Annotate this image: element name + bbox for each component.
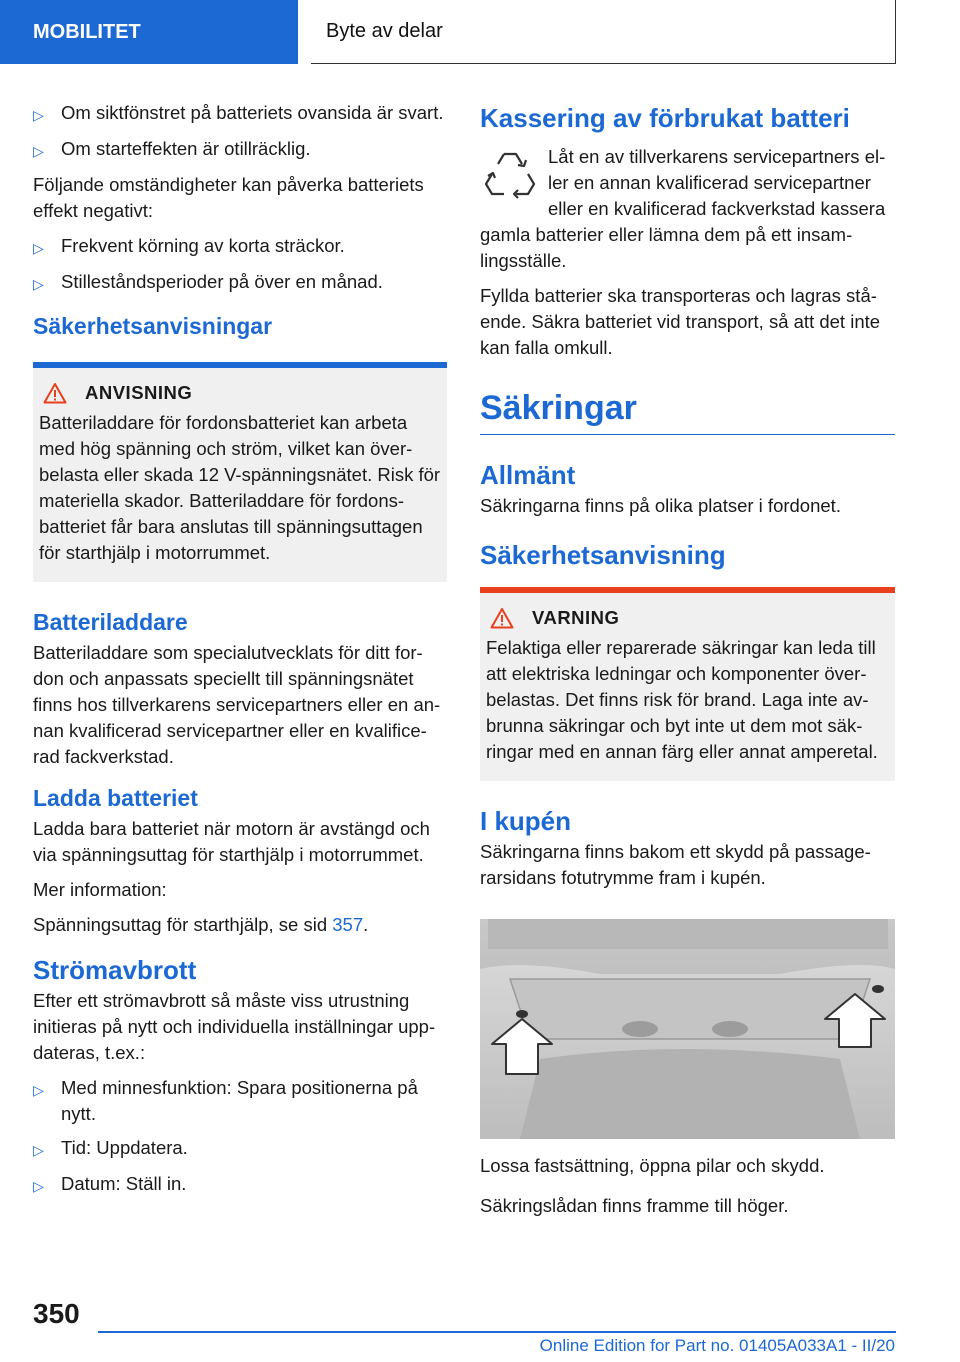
notice-box xyxy=(33,362,447,582)
cabin-heading: I kupén xyxy=(480,806,572,836)
fuse-safety-heading: Säkerhetsanvisning xyxy=(480,540,726,570)
warning-header xyxy=(490,607,889,629)
list-item xyxy=(33,1135,447,1163)
more-info-label: Mer information: xyxy=(33,879,167,900)
intro-paragraph: Följande omständigheter kan påverka batteriets effekt negativt: xyxy=(33,174,424,221)
recycle-icon-wrap xyxy=(480,144,540,214)
list-item xyxy=(33,269,447,297)
left-column xyxy=(33,100,447,1207)
list-item-text: Stilleståndsperioder på över en månad. xyxy=(61,271,383,292)
disposal-paragraph: Låt en av tillverkarens servicepartners eller en annan kvalificerad servicepartner eller en kvalificerad fackverkstad kassera gamla batterier eller lämna dem på ett insamlingsställe. xyxy=(480,146,886,271)
triangle-bullet-icon: ▷ xyxy=(33,1142,44,1158)
list-item-text: Tid: Uppdatera. xyxy=(61,1137,188,1158)
outage-paragraph: Efter ett strömavbrott så måste viss utrustning initieras på nytt och individuella inställningar uppdateras, t.ex.: xyxy=(33,990,436,1063)
list-item xyxy=(33,100,447,128)
fuse-cover-photo xyxy=(480,919,895,1139)
list-item xyxy=(33,1075,447,1127)
list-item-text: Om siktfönstret på batteriets ovansida är svart. xyxy=(61,102,444,123)
list-item xyxy=(33,136,447,164)
warning-label: VARNING xyxy=(532,607,620,628)
photo-caption-2: Säkringslådan finns framme till höger. xyxy=(480,1195,789,1216)
header-section-tab xyxy=(0,0,298,64)
list-item-text: Datum: Ställ in. xyxy=(61,1173,187,1194)
photo-caption-1: Lossa fastsättning, öppna pilar och skydd. xyxy=(480,1155,825,1176)
warning-box xyxy=(480,587,895,781)
header-topic-label: Byte av delar xyxy=(326,20,443,42)
charge-paragraph: Ladda bara batteriet när motorn är avstängd och via spänningsuttag för starthjälp i motorrummet. xyxy=(33,818,430,865)
page-reference-link[interactable]: 357 xyxy=(332,914,364,935)
list-item-text: Frekvent körning av korta sträckor. xyxy=(61,235,345,256)
general-heading: Allmänt xyxy=(480,460,576,490)
triangle-bullet-icon: ▷ xyxy=(33,1082,44,1098)
triangle-bullet-icon: ▷ xyxy=(33,1178,44,1194)
warning-triangle-icon xyxy=(43,382,67,404)
triangle-bullet-icon: ▷ xyxy=(33,143,44,159)
list-item-text: Om starteffekten är otillräcklig. xyxy=(61,138,311,159)
triangle-bullet-icon: ▷ xyxy=(33,107,44,123)
charger-paragraph: Batteriladdare som specialutvecklats för ditt fordon och anpassats speciellt till spänningsnätet finns hos tillverkarens servicepartners eller en annan kvalificerad servicepartner eller en kvalificerad fackverkstad. xyxy=(33,642,441,767)
page-number: 350 xyxy=(33,1298,80,1329)
fuses-heading: Säkringar xyxy=(480,389,895,435)
reference-text: Spänningsuttag för starthjälp, se sid xyxy=(33,914,333,935)
footer-edition: Online Edition for Part no. 01405A033A1 - II/20 xyxy=(539,1336,895,1355)
footer-divider xyxy=(98,1331,896,1333)
notice-header xyxy=(43,382,441,404)
list-item xyxy=(33,1171,447,1199)
warning-text: Felaktiga eller reparerade säkringar kan leda till att elektriska ledningar och komponenter överbelastas. Det finns risk för brand. Laga inte avbrunna säkringar och byt inte ut dem mot säkringar med en annan färg eller annat amperetal. xyxy=(486,637,878,762)
notice-text: Batteriladdare för fordonsbatteriet kan arbeta med hög spänning och ström, vilket kan överbelasta eller skada 12 V-spänningsnätet. Risk för materiella skador. Batteriladdare för fordonsbatteriet får bara anslutas till spänningsuttagen för starthjälp i motorrummet. xyxy=(39,412,441,563)
list-item xyxy=(33,233,447,261)
list-item-text: Med minnesfunktion: Spara positionerna på nytt. xyxy=(61,1077,418,1124)
triangle-bullet-icon: ▷ xyxy=(33,240,44,256)
right-column xyxy=(480,100,895,1228)
disposal-paragraph-2: Fyllda batterier ska transporteras och lagras stående. Säkra batteriet vid transport, så att det inte kan falla omkull. xyxy=(480,285,881,358)
reference-paragraph xyxy=(33,912,447,938)
header-topic xyxy=(311,0,896,64)
cabin-paragraph: Säkringarna finns bakom ett skydd på passagerarsidans fotutrymme fram i kupén. xyxy=(480,841,871,888)
disposal-heading: Kassering av förbrukat batteri xyxy=(480,103,850,133)
warning-triangle-icon xyxy=(490,607,514,629)
reference-end: . xyxy=(363,914,369,935)
general-paragraph: Säkringarna finns på olika platser i fordonet. xyxy=(480,495,841,516)
charger-heading: Batteriladdare xyxy=(33,609,188,635)
notice-label: ANVISNING xyxy=(85,382,193,403)
header-section-label: MOBILITET xyxy=(33,20,141,43)
triangle-bullet-icon: ▷ xyxy=(33,276,44,292)
safety-heading: Säkerhetsanvisningar xyxy=(33,313,273,339)
outage-heading: Strömavbrott xyxy=(33,955,197,985)
recycle-icon xyxy=(480,144,540,204)
charge-heading: Ladda batteriet xyxy=(33,785,198,811)
